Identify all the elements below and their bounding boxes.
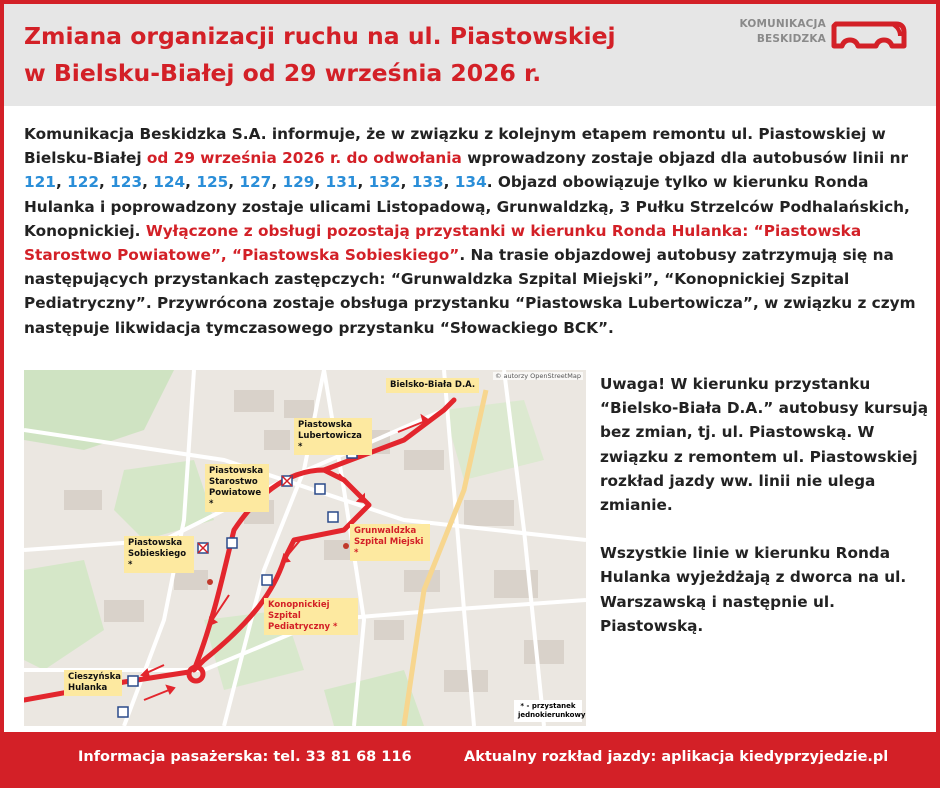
stop-label-konopnickiej: Konopnickiej Szpital Pediatryczny * bbox=[264, 598, 358, 635]
line-number: 129 bbox=[282, 173, 315, 192]
logo-line-2: BESKIDZKA bbox=[756, 33, 826, 45]
line-number: 133 bbox=[411, 173, 444, 192]
stop-label-sobieskiego: Piastowska Sobieskiego * bbox=[124, 536, 194, 573]
logo-line-1: KOMUNIKACJA bbox=[739, 18, 826, 30]
header-band bbox=[4, 4, 936, 106]
footer-schedule: Aktualny rozkład jazdy: aplikacja kiedyprzyjedzie.pl bbox=[464, 749, 889, 765]
stop-label-grunwaldzka: Grunwaldzka Szpital Miejski * bbox=[350, 524, 430, 561]
page-title bbox=[24, 18, 616, 92]
company-logo bbox=[722, 14, 922, 60]
map-note: * - przystanek jednokierunkowy bbox=[514, 700, 582, 722]
line-number: 122 bbox=[67, 173, 100, 192]
line-number: 132 bbox=[368, 173, 401, 192]
title-line-1: Zmiana organizacji ruchu na ul. Piastowskiej bbox=[24, 22, 616, 50]
text-part-4: . Na trasie objazdowej autobusy zatrzymują się na następujących przystankach zastępczych: “Grunwaldzka Szpital Miejski”, “Konopnickiej Szpital Pediatryczny”. Przywrócona zostaje obsługa przystanku “Piastowska Lubertowicza”, w związku z czym następuje likwidacja tymczasowego przystanku “Słowackiego BCK”. bbox=[24, 246, 916, 337]
side-note-2: Wszystkie linie w kierunku Ronda Hulanka wyjeżdżają z dworca na ul. Warszawską i następnie ul. Piastowską. bbox=[600, 544, 907, 635]
line-number: 134 bbox=[454, 173, 487, 192]
map-attribution: © autorzy OpenStreetMap bbox=[494, 372, 581, 380]
logo-text bbox=[722, 17, 826, 47]
footer-band bbox=[0, 732, 940, 788]
side-notes bbox=[600, 372, 930, 662]
bus-logo-icon bbox=[830, 18, 910, 54]
stop-label-hulanka: Cieszyńska Hulanka bbox=[64, 670, 122, 696]
side-note-1: Uwaga! W kierunku przystanku “Bielsko-Biała D.A.” autobusy kursują bez zmian, tj. ul. Piastowską. W związku z remontem ul. Piastowskiej rozkład jazdy ww. linii nie ulega zmianie. bbox=[600, 375, 929, 515]
excluded-stops-text: Wyłączone z obsługi pozostają przystanki w kierunku Ronda Hulanka: “Piastowska Starostwo Powiatowe”, “Piastowska Sobieskiego” bbox=[24, 221, 862, 265]
line-number: 123 bbox=[110, 173, 143, 192]
stop-label-starostwo: Piastowska Starostwo Powiatowe * bbox=[205, 464, 269, 512]
detour-map bbox=[24, 370, 586, 726]
line-number: 125 bbox=[196, 173, 229, 192]
line-number: 121 bbox=[24, 173, 56, 192]
footer-info: Informacja pasażerska: tel. 33 81 68 116 bbox=[78, 749, 412, 765]
stop-label-dworzec: Bielsko-Biała D.A. bbox=[386, 378, 479, 393]
text-part-1: Komunikacja Beskidzka S.A. informuje, że w związku z kolejnym etapem remontu ul. Piastowskiej w Bielsku-Białej bbox=[24, 125, 886, 168]
line-number: 124 bbox=[153, 173, 186, 192]
line-number: 131 bbox=[325, 173, 358, 192]
stop-label-lubertowicza: Piastowska Lubertowicza * bbox=[294, 418, 372, 455]
announcement-text: Komunikacja Beskidzka S.A. informuje, że w związku z kolejnym etapem remontu ul. Piastowskiej w Bielsku-Białej od 29 września 2026 r. do odwołania wprowadzony zostaje objazd dla autobusów linii nr 121, 122, 123, 124, 125, 127, 129, 131, 132, 133, 134. Objazd obowiązuje tylko w kierunku Ronda Hulanka i poprowadzony zostaje ulicami Listopadową, Grunwaldzką, 3 Pułku Strzelców Podhalańskich, Konopnickiej. Wyłączone z obsługi pozostają przystanki w kierunku Ronda Hulanka: “Piastowska Starostwo Powiatowe”, “Piastowska Sobieskiego”. Na trasie objazdowej autobusy zatrzymują się na następujących przystankach zastępczych: “Grunwaldzka Szpital Miejski”, “Konopnickiej Szpital Pediatryczny”. Przywrócona zostaje obsługa przystanku “Piastowska Lubertowicza”, w związku z czym następuje likwidacja tymczasowego przystanku “Słowackiego BCK”. bbox=[24, 125, 916, 337]
text-part-2: wprowadzony zostaje objazd dla autobusów linii nr bbox=[461, 149, 909, 168]
title-line-2: w Bielsku-Białej od 29 września 2026 r. bbox=[24, 59, 542, 87]
valid-from-date: od 29 września 2026 r. do odwołania bbox=[146, 149, 462, 168]
line-number: 127 bbox=[239, 173, 272, 192]
text-part-3: . Objazd obowiązuje tylko w kierunku Ronda Hulanka i poprowadzony zostaje ulicami Listopadową, Grunwaldzką, 3 Pułku Strzelców Podhalańskich, Konopnickiej. bbox=[24, 173, 910, 240]
